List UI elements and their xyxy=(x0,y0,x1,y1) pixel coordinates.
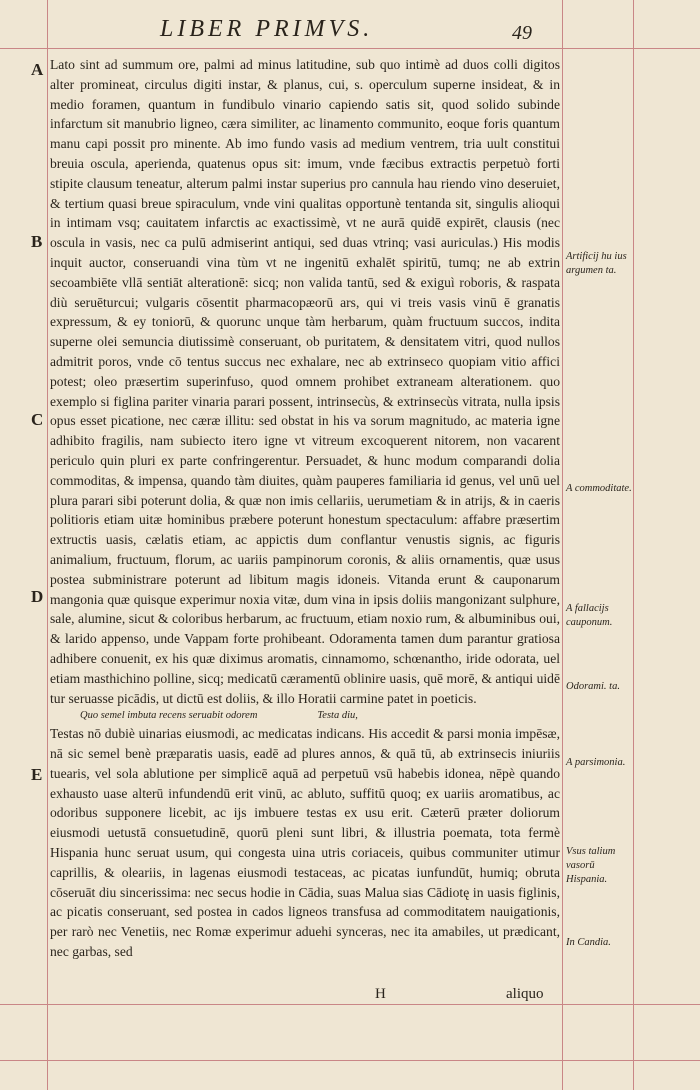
top-rule xyxy=(0,48,700,49)
marginal-note-artificij: Artificij hu ius argumen ta. xyxy=(566,251,627,276)
running-title: LIBER PRIMVS. xyxy=(160,16,374,42)
marginal-note-commoditate: A commoditate. xyxy=(566,483,632,494)
left-margin-rule xyxy=(47,0,48,1090)
main-text-column xyxy=(50,55,560,962)
text-right-rule xyxy=(562,0,563,1090)
section-letter-d: D xyxy=(31,587,44,606)
signature-mark: H xyxy=(375,986,386,1002)
quotation-verse: Quo semel imbuta recens seruabit odorem xyxy=(80,710,258,722)
paragraph-2: Testas nō dubiè uinarias eiusmodi, ac medicatas indicans. His accedit & parsi monia impēsæ, nā sic semel benè præparatis uasis, eadē ad plures annos, & quā tū, ab extrinsecis iniuriis tuearis, vel sola ablutione per simplicē aquā ad perpetuū vsū habebis idonea, nēpè quando exhausto uase alterū infundendū erit vinū, ac abluto, suffitū quoq; ex uariis aromatibus, ac odoribus supponere licebit, ac ijs imbuere testas ex usu erit. Cæterū præter doliorum eiusmodi uetustā consuetudinē, quorū pleni sunt libri, & illustria poemata, tota fermè Hispania hunc seruat usum, qui congesta uina utris coriaceis, quibus communiter utimur caprillis, & oleariis, in lagenas eiusmodi testaceas, ac picatas iunfundūt, humiq; obruta cōseruāt diu sincerissima: nec secus hodie in Cādia, suas Malua sias Cādiotę in uasis figlinis, ac picatis conseruant, sed postea in cados ligneos transfusa ad commoditatem nauigationis, per rarò nec Venetiis, nec Romæ experimur aduehi synceras, nec ita amabiles, ut prædicant, nec garbas, sed xyxy=(50,726,560,960)
section-letter-e: E xyxy=(31,765,43,784)
marginal-note-cauponum: A fallacijs cauponum. xyxy=(566,603,613,628)
section-letter-b: B xyxy=(31,232,43,251)
section-letter-c: C xyxy=(31,410,44,429)
catchword: aliquo xyxy=(506,986,544,1002)
section-letter-a: A xyxy=(31,60,44,79)
marginal-note-candia: In Candia. xyxy=(566,937,611,948)
marginal-note-odoramenta: Odorami. ta. xyxy=(566,681,620,692)
outer-margin-rule xyxy=(633,0,634,1090)
paragraph-1: Lato sint ad summum ore, palmi ad minus latitudine, sub quo intimè ad duos colli digitos alter promineat, circulus digiti instar, & planus, cui, s. operculum superne insideat, & in medio foramen, quantum in fundibulo vinario capiendo satis sit, quod solido subinde infarctum sit manubrio ligneo, cæra similiter, ac linamento communito, eoque foris quantum manu capi possit pro minente. Ab imo fundo vasis ad medium ventrem, tria uult constitui breuia oscula, aperienda, quatenus opus sit: imum, vnde fæcibus extractis perpetuò forti stipite clausum teneatur, alterum palmi instar superius pro cannula hau riendo vino deseruiet, & tertium quasi breue spiraculum, vnde vini qualitas opportunè tentanda sit, singulis alioqui in intimam vsq; cauitatem infarctis ac exactissimè, vt ne aurā quidē expirēt, clausis (nec oscula in vasis, nec ca pulū admiserint antiqui, sed duas vtrinq; vasi auriculas.) His modis inquit auctor, conseruandi vina tùm vt ne ingenitū exhalēt spiritū, tumq; ne ab extrin secoambiēte vllā sentiāt alterationē: sicq; non valida tantū, sed & exiguì roboris, & raspata diù seruēturcui; vulgaris cōsentit pharmacopæorū ars, qui vi treis vasis vinū ē granatis expressum, & ey toniorū, & quorunc unque tàm herbarum, quàm fructuum succos, indita superne olei semuncia diutissimè conseruant, ob puritatem, & densitatem vitri, quod nullos admitrit poros, vnde cō tentus succus nec exhalare, nec ab extrinseco quopiam vitio affici potest; oleo præsertim superinfuso, quod omnem prohibet extraneam alterationem. quo exemplo si figlina pariter vinaria parari possent, intrinsecùs, & extrinsecùs vitrata, nulla ipsis opus esset picatione, nec cæræ illitu: sed obstat in his va sorum magnitudo, ac materia igne adhibito fragilis, nam subiecto itero igne vt vitreum excoquerent nitorem, non vacarent periculo quin pluri ex parte confringerentur. Persuadet, & hunc modum comparandi dolia commoditas, & impensa, quando tàm diuites, quàm pauperes familiaria id genus, vel unū uel plura parari sibi poterunt dolia, & quæ non imis cellariis, uerumetiam & in atrijs, & in caeris politioris etiam uitæ hominibus præbere poterunt honestum spectaculum: affabre præsertim extructis uasis, cælatis etiam, ac appictis dum conflantur venustis signis, ac figuris animalium, fructuum, florum, ac uariis pampinorum coronis, & aliis ornamentis, quæ usus postea subministrare poterunt ad libitum magis idoneis. Vitanda erunt & cauponarum mangonia quæ quisque experimur noxia vitæ, dum vina in ipsis doliis mangonizant sulphure, sale, alumine, sicut & coloribus herbarum, ac fructuum, etiam noxio rum, & albuminibus oui, & larido appenso, unde Vappam forte prohibeant. Odoramenta tamen dum parantur gratiosa adhibere conuenit, ex his quæ diximus aromatis, cinnamomo, schœnantho, iride odorata, uel etiam masthichino polline, sicq; medicatū cæramentū oblinire uasis, quē morē, & antiqui uidē tur seruasse picādis, ut dictū est doliis, & illo Horatii carmine patet in poeticis. xyxy=(50,57,560,706)
marginal-note-hispania: Vsus talium vasorū Hispania. xyxy=(566,846,616,885)
horace-quotation xyxy=(80,709,560,723)
marginal-note-parsimonia: A parsimonia. xyxy=(566,757,626,768)
lower-rule xyxy=(0,1060,700,1061)
bottom-rule xyxy=(0,1004,700,1005)
folio-number: 49 xyxy=(512,22,532,44)
quotation-continuation: Testa diu, xyxy=(317,710,358,722)
